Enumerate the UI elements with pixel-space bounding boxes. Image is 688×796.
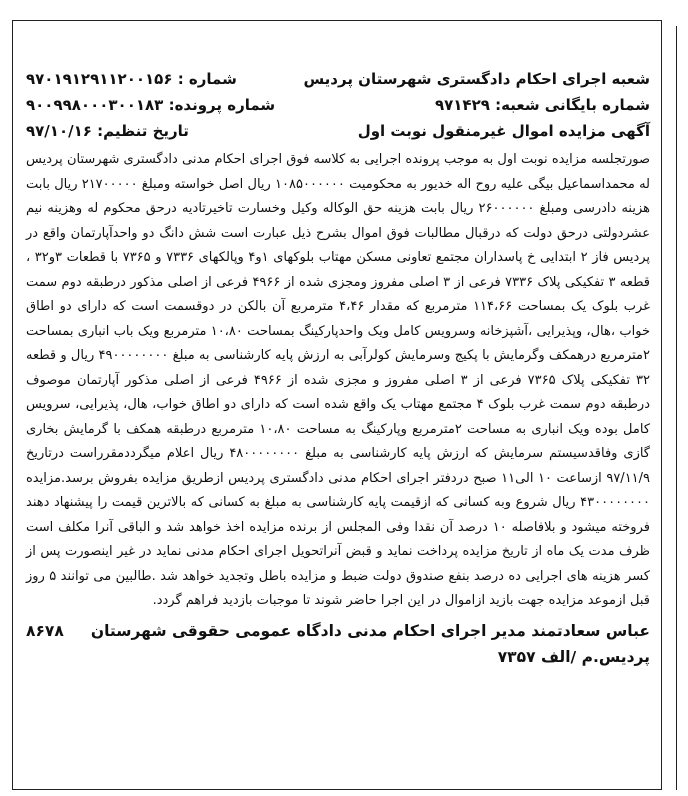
notice-body: صورتجلسه مزایده نوبت اول به موجب پرونده اجرایی به کلاسه فوق اجرای احکام مدنی دادگستری شهرستان پردیس له محمداسماعیل بیگی علیه روح اله خدیور به محکومیت ۱۰۸۵۰۰۰۰۰۰ ریال اصل خواسته ومبلغ ۲۱۷۰۰۰۰۰ ریال بابت هزینه دادرسی ومبلغ ۲۶۰۰۰۰۰۰ ریال بابت هزینه حق الوکاله وکیل وخسارت تاخیرتادیه درحق محکوم له وهزینه نیم عشردولتی درحق دولت که درقبال مطالبات فوق اموال بشرح ذیل عبارت است شش دانگ دو واحدآپارتمان واقع در پردیس فاز ۲ ابتدایی خ پاسداران مجتمع تعاونی مسکن مهتاب بلوکهای ۱و۴ وپالکهای ۷۳۳۶ و ۷۳۶۵ با قطعات ۳و۳۲ ، قطعه ۳ تفکیکی پلاک ۷۳۳۶ فرعی از ۳ اصلی مفروز ومجزی شده از ۴۹۶۶ فرعی از اصلی مذکور درطبقه دوم سمت غرب بلوک یک بمساحت ۱۱۴،۶۶ مترمربع که مقدار ۴،۴۶ مترمربع آن بالکن در دوقسمت است که دارای دو اطاق خواب ،هال، وپذیرایی ،آشپزخانه وسرویس کامل ویک واحدپارکینگ بمساحت ۱۰،۸۰ مترمربع ویک باب انباری بمساحت ۲مترمربع درهمکف وگرمایش با پکیج وسرمایش کولرآبی به ارزش پایه کارشناسی به مبلغ ۴۹۰۰۰۰۰۰۰۰ ریال و قطعه ۳۲ تفکیکی پلاک ۷۳۶۵ فرعی از ۳ اصلی مفروز و مجزی شده از ۴۹۶۶ فرعی از اصلی مذکور آپارتمان موصوف درطبقه دوم سمت غرب بلوک ۴ مجتمع مهتاب یک واقع شده است که دارای دو اطاق خواب، هال، پذیرایی، سرویس کامل بوده ویک انباری به مساحت ۲مترمربع وپارکینگ به مساحت ۱۰،۸۰ مترمربع درطبقه همکف با گرمایش بخاری گازی وفاقدسیستم سرمایش که ارزش پایه کارشناسی به مبلغ ۴۸۰۰۰۰۰۰۰۰ ریال اعلام میگرددمقرراست درتاریخ ۹۷/۱۱/۹ ازساعت ۱۰ الی۱۱ صبح دردفتر اجرای احکام مدنی دادگستری پردیس ازطریق مزایده بفروش برسد.مزایده ۴۳۰۰۰۰۰۰۰۰ ریال شروع وبه کسانی که ازقیمت پایه کارشناسی به مبلغ به کسانی که بالاترین قیمت را پیشنهاد دهند فروخته میشود و بلافاصله ۱۰ درصد آن نقدا وفی المجلس از برنده مزایده اخذ خواهد شد و الباقی آنرا مکلف است ظرف مدت یک ماه از تاریخ مزایده پرداخت نماید و قبض آنراتحویل اجرای احکام مدنی نماید در غیر اینصورت پس از کسر هزینه های اجرایی ده درصد بنفع صندوق دولت ضبط و مزایده باطل وتجدید خواهد شد .طالبین می توانند ۵ روز قبل ازموعد مزایده جهت بازید ازاموال در این اجرا حاضر شوند تا موجبات بازدید فراهم گردد.	[26, 152, 651, 608]
archive-number: شماره بایگانی شعبه: ۹۷۱۴۲۹	[434, 96, 650, 114]
header-row-2	[26, 92, 650, 118]
issue-date: تاریخ تنظیم: ۹۷/۱۰/۱۶	[26, 122, 189, 140]
signature-row	[26, 618, 650, 644]
case-number: شماره پرونده: ۹۰۰۹۹۸۰۰۰۳۰۰۱۸۳	[26, 96, 276, 114]
court-branch-title: شعبه اجرای احکام دادگستری شهرستان پردیس	[303, 70, 650, 88]
header-row-1	[26, 66, 650, 92]
header-row-3	[26, 118, 650, 144]
signatory: عباس سعادتمند مدیر اجرای احکام مدنی دادگاه عمومی حقوقی شهرستان	[90, 621, 650, 640]
ad-code: ۸۶۷۸	[26, 621, 64, 640]
auction-notice	[26, 66, 650, 670]
adjacent-column-border	[676, 26, 688, 790]
signature-row-2: پردیس.م /الف ۷۳۵۷	[497, 647, 650, 666]
notice-title: آگهی مزایده اموال غیرمنقول نوبت اول	[357, 122, 650, 140]
notice-number: شماره : ۹۷۰۱۹۱۲۹۱۱۲۰۰۱۵۶	[26, 70, 237, 88]
